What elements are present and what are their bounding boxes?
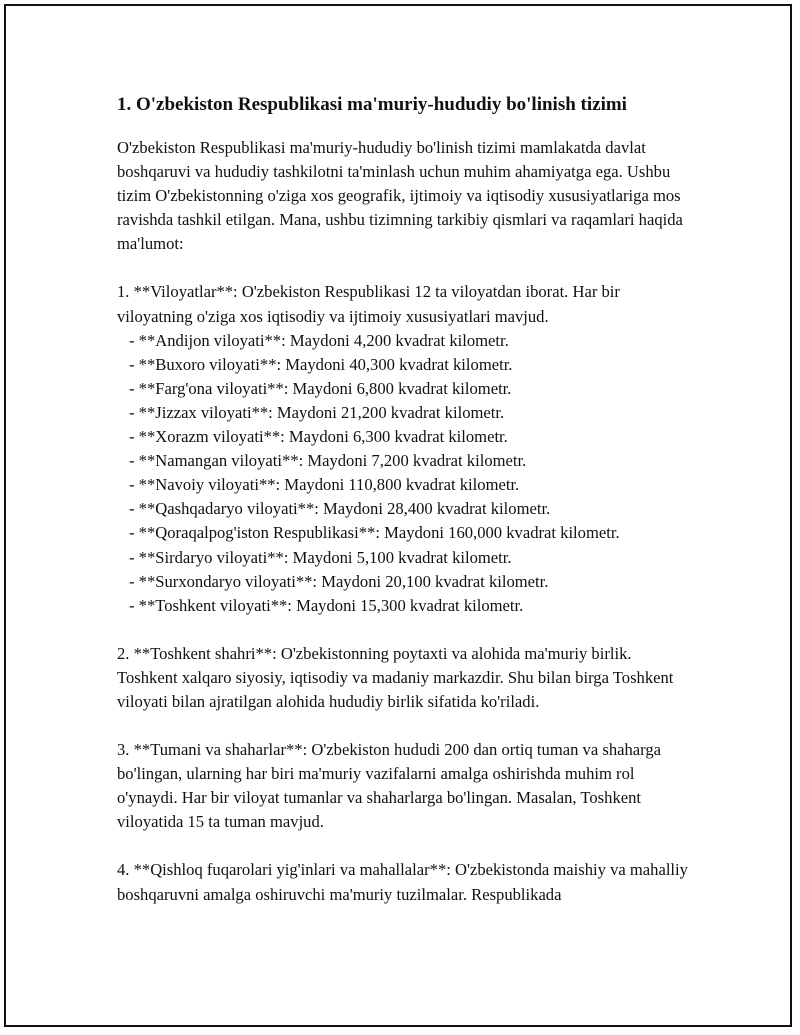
region-list-item: - **Andijon viloyati**: Maydoni 4,200 kvadrat kilometr. <box>129 330 509 350</box>
region-list-item: - **Qoraqalpog'iston Respublikasi**: Maydoni 160,000 kvadrat kilometr. <box>129 523 620 543</box>
region-list-item: - **Sirdaryo viloyati**: Maydoni 5,100 kvadrat kilometr. <box>129 547 512 567</box>
region-list-item: - **Namangan viloyati**: Maydoni 7,200 kvadrat kilometr. <box>129 451 527 471</box>
region-list-item: - **Toshkent viloyati**: Maydoni 15,300 kvadrat kilometr. <box>129 595 524 615</box>
region-list <box>117 329 692 618</box>
intro-paragraph: O'zbekiston Respublikasi ma'muriy-hududiy bo'linish tizimi mamlakatda davlat boshqaruvi va hududiy tashkilotni ta'minlash uchun muhim ahamiyatga ega. Ushbu tizim O'zbekistonning o'ziga xos geografik, ijtimoiy va iqtisodiy xususiyatlariga mos ravishda tashkil etilgan. Mana, ushbu tizimning tarkibiy qismlari va raqamlari haqida ma'lumot: <box>117 138 683 254</box>
region-list-item: - **Qashqadaryo viloyati**: Maydoni 28,400 kvadrat kilometr. <box>129 499 551 519</box>
section-4-paragraph: 4. **Qishloq fuqarolari yig'inlari va mahallalar**: O'zbekistonda maishiy va mahalliy boshqaruvni amalga oshiruvchi ma'muriy tuzilmalar. Respublikada <box>117 860 688 904</box>
region-list-item: - **Navoiy viloyati**: Maydoni 110,800 kvadrat kilometr. <box>129 475 520 495</box>
region-list-item: - **Xorazm viloyati**: Maydoni 6,300 kvadrat kilometr. <box>129 427 508 447</box>
section-2-paragraph: 2. **Toshkent shahri**: O'zbekistonning poytaxti va alohida ma'muriy birlik. Toshkent xalqaro siyosiy, iqtisodiy va madaniy markazdir. Shu bilan birga Toshkent viloyati bilan ajratilgan alohida hududiy birlik sifatida ko'riladi. <box>117 643 674 711</box>
region-list-item: - **Farg'ona viloyati**: Maydoni 6,800 kvadrat kilometr. <box>129 378 512 398</box>
region-list-item: - **Surxondaryo viloyati**: Maydoni 20,100 kvadrat kilometr. <box>129 571 549 591</box>
region-list-item: - **Buxoro viloyati**: Maydoni 40,300 kvadrat kilometr. <box>129 354 513 374</box>
section-3-paragraph: 3. **Tumani va shaharlar**: O'zbekiston hududi 200 dan ortiq tuman va shaharga bo'lingan, ularning har biri ma'muriy vazifalarni amalga oshirishda muhim rol o'ynaydi. Har bir viloyat tumanlar va shaharlarga bo'lingan. Masalan, Toshkent viloyatida 15 ta tuman mavjud. <box>117 740 662 832</box>
document-body <box>117 92 692 907</box>
region-list-item: - **Jizzax viloyati**: Maydoni 21,200 kvadrat kilometr. <box>129 402 505 422</box>
document-title: 1. O'zbekiston Respublikasi ma'muriy-hududiy bo'linish tizimi <box>117 94 627 115</box>
section-1-paragraph: 1. **Viloyatlar**: O'zbekiston Respublikasi 12 ta viloyatdan iborat. Har bir viloyatning o'ziga xos iqtisodiy va ijtimoiy xususiyatlari mavjud. <box>117 282 620 326</box>
